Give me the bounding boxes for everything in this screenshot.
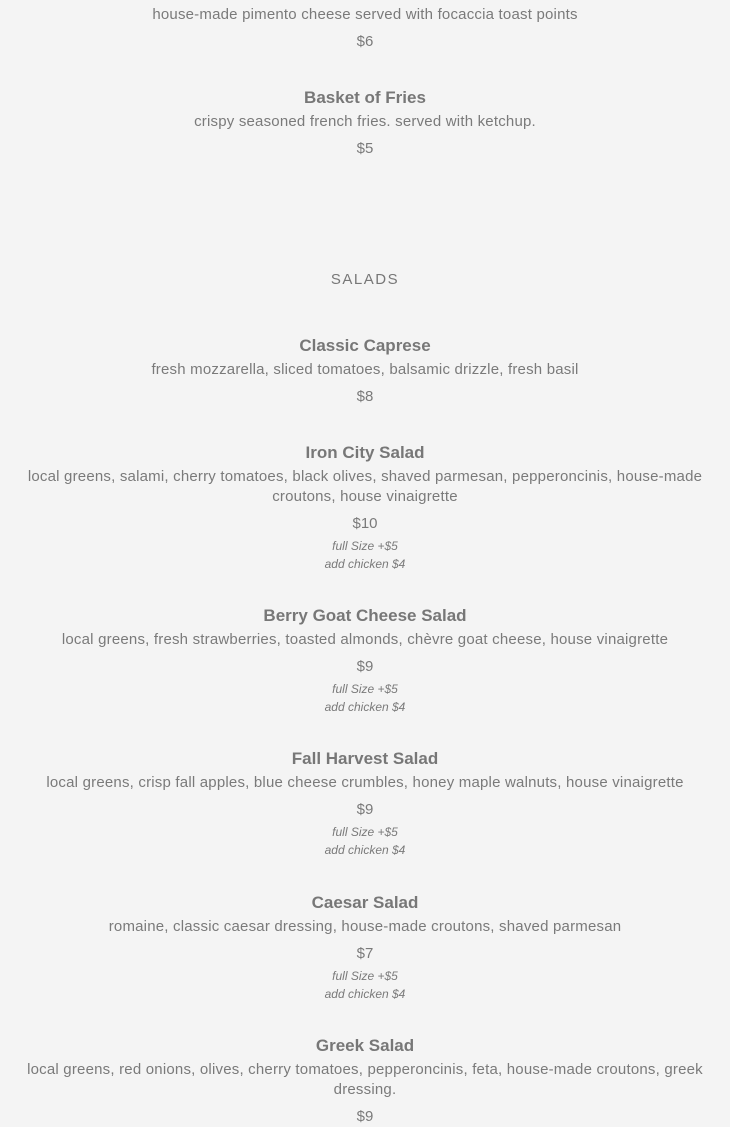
item-name: Caesar Salad	[311, 893, 419, 912]
item-name: Classic Caprese	[299, 336, 431, 355]
item-name: Fall Harvest Salad	[291, 749, 439, 768]
menu-item-classic-caprese	[0, 335, 730, 407]
item-name: Iron City Salad	[305, 443, 425, 462]
item-description: romaine, classic caesar dressing, house-made croutons, shaved parmesan	[108, 918, 622, 935]
item-description: local greens, fresh strawberries, toasted almonds, chèvre goat cheese, house vinaigrette	[61, 631, 669, 648]
item-description: local greens, crisp fall apples, blue cheese crumbles, honey maple walnuts, house vinaigrette	[46, 774, 684, 791]
section-heading-salads: SALADS	[330, 271, 400, 288]
addon-chicken: add chicken $4	[324, 987, 406, 1001]
item-name: Greek Salad	[315, 1036, 415, 1055]
item-addons	[0, 967, 730, 1003]
menu-item-greek-salad	[0, 1035, 730, 1127]
item-price: $9	[356, 1108, 374, 1125]
menu-item-berry-goat-cheese-salad	[0, 605, 730, 716]
item-addons	[0, 823, 730, 859]
item-addons	[0, 680, 730, 716]
item-price: $9	[356, 658, 374, 675]
item-description: crispy seasoned french fries. served with ketchup.	[194, 113, 536, 130]
addon-full-size: full Size +$5	[332, 969, 398, 983]
addon-chicken: add chicken $4	[324, 843, 406, 857]
menu-item-iron-city-salad	[0, 442, 730, 573]
item-description: local greens, salami, cherry tomatoes, black olives, shaved parmesan, pepperoncinis, house-made croutons, house vinaigrette	[27, 468, 703, 505]
menu-item-fall-harvest-salad	[0, 748, 730, 859]
item-description: fresh mozzarella, sliced tomatoes, balsamic drizzle, fresh basil	[151, 361, 579, 378]
item-name: Berry Goat Cheese Salad	[263, 606, 467, 625]
item-price: $10	[352, 515, 378, 532]
item-description: local greens, red onions, olives, cherry tomatoes, pepperoncinis, feta, house-made croutons, greek dressing.	[27, 1061, 703, 1098]
item-description: house-made pimento cheese served with focaccia toast points	[152, 6, 578, 23]
addon-chicken: add chicken $4	[324, 700, 406, 714]
item-price: $9	[356, 801, 374, 818]
addon-full-size: full Size +$5	[332, 539, 398, 553]
item-price: $5	[356, 140, 374, 157]
item-price: $8	[356, 388, 374, 405]
menu-item-pimento-cheese	[0, 5, 730, 52]
item-addons	[0, 537, 730, 573]
item-name: Basket of Fries	[304, 88, 426, 107]
item-price: $7	[356, 945, 374, 962]
menu-item-basket-of-fries	[0, 87, 730, 159]
menu-item-caesar-salad	[0, 892, 730, 1003]
addon-full-size: full Size +$5	[332, 682, 398, 696]
item-price: $6	[356, 33, 374, 50]
addon-full-size: full Size +$5	[332, 825, 398, 839]
addon-chicken: add chicken $4	[324, 557, 406, 571]
